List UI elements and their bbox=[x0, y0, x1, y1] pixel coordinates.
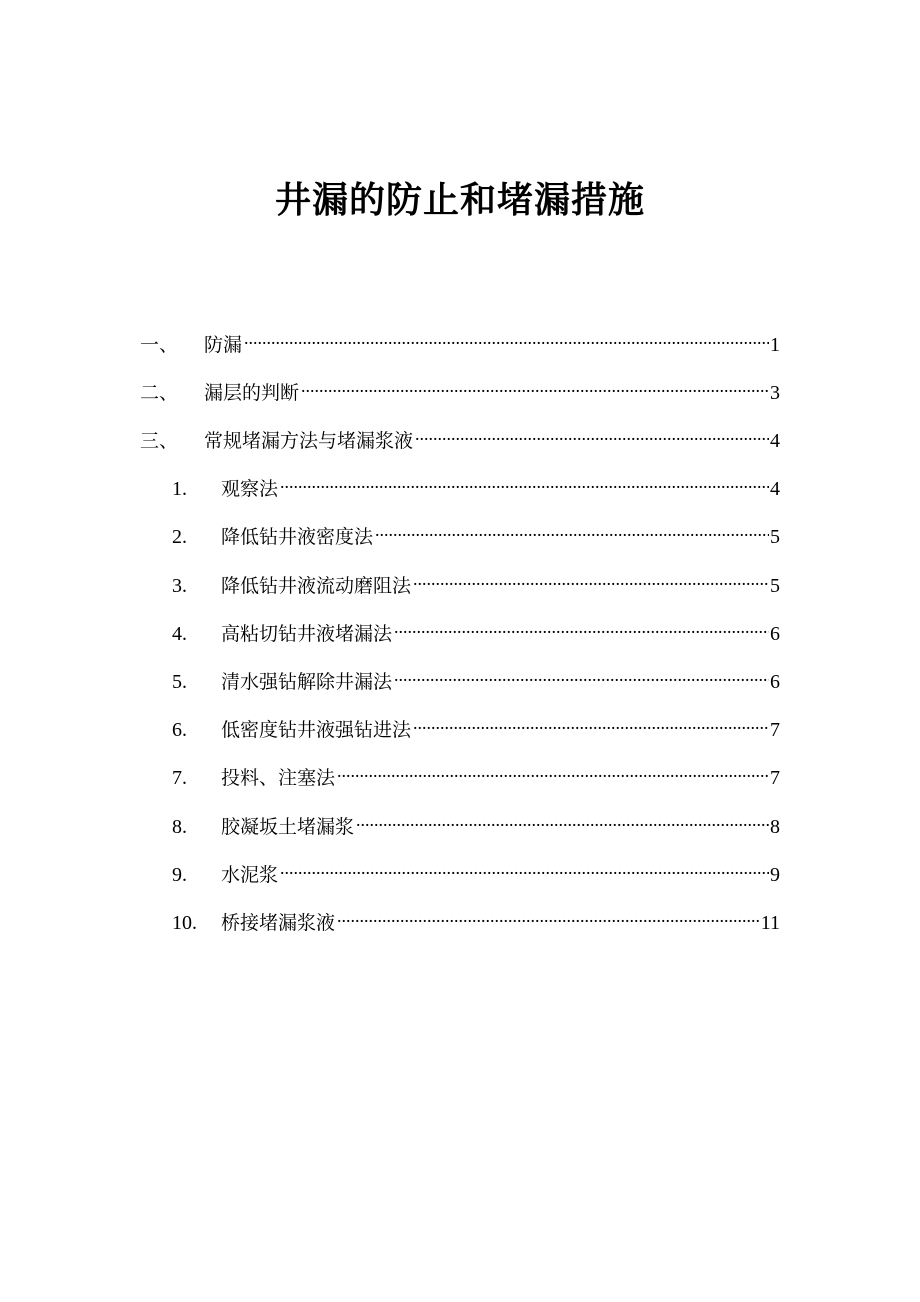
toc-entry-3[interactable] bbox=[140, 417, 780, 452]
toc-page-number: 8 bbox=[770, 816, 780, 838]
toc-entry-text: 高粘切钻井液堵漏法 bbox=[221, 623, 393, 645]
toc-entry-number: 3. bbox=[172, 575, 187, 597]
toc-subentry-5[interactable] bbox=[172, 658, 780, 693]
toc-entry-1[interactable] bbox=[140, 321, 780, 356]
toc-entry-number: 8. bbox=[172, 816, 187, 838]
toc-subentry-10[interactable] bbox=[172, 899, 780, 934]
toc-dot-leader bbox=[394, 658, 769, 688]
toc-dot-leader bbox=[413, 562, 769, 592]
toc-entry-number: 10. bbox=[172, 912, 197, 934]
toc-entry-number: 4. bbox=[172, 623, 187, 645]
toc-dot-leader bbox=[337, 899, 760, 929]
toc-entry-text: 桥接堵漏浆液 bbox=[221, 912, 336, 934]
toc-entry-number: 7. bbox=[172, 767, 187, 789]
toc-entry-2[interactable] bbox=[140, 369, 780, 404]
toc-page-number: 7 bbox=[770, 767, 780, 789]
toc-subentry-4[interactable] bbox=[172, 610, 780, 645]
toc-entry-number: 2. bbox=[172, 526, 187, 548]
toc-entry-number: 一、 bbox=[140, 334, 179, 356]
toc-entry-text: 清水强钻解除井漏法 bbox=[221, 671, 393, 693]
toc-page-number: 3 bbox=[770, 382, 780, 404]
toc-subentry-7[interactable] bbox=[172, 754, 780, 789]
toc-page-number: 4 bbox=[770, 478, 780, 500]
toc-page-number: 5 bbox=[770, 526, 780, 548]
toc-dot-leader bbox=[244, 321, 769, 351]
toc-entry-text: 漏层的判断 bbox=[204, 382, 300, 404]
toc-subentry-6[interactable] bbox=[172, 706, 780, 741]
toc-entry-text: 低密度钻井液强钻进法 bbox=[221, 719, 412, 741]
toc-entry-number: 5. bbox=[172, 671, 187, 693]
toc-dot-leader bbox=[413, 706, 769, 736]
toc-entry-number: 6. bbox=[172, 719, 187, 741]
toc-page-number: 4 bbox=[770, 430, 780, 452]
toc-dot-leader bbox=[356, 803, 769, 833]
toc-page-number: 7 bbox=[770, 719, 780, 741]
toc-dot-leader bbox=[280, 465, 769, 495]
toc-entry-text: 常规堵漏方法与堵漏浆液 bbox=[204, 430, 414, 452]
toc-subentry-8[interactable] bbox=[172, 803, 780, 838]
toc-entry-text: 观察法 bbox=[221, 478, 279, 500]
document-title: 井漏的防止和堵漏措施 bbox=[274, 180, 645, 221]
toc-subentry-9[interactable] bbox=[172, 851, 780, 886]
toc-entry-text: 水泥浆 bbox=[221, 864, 279, 886]
toc-dot-leader bbox=[394, 610, 769, 640]
toc-entry-number: 1. bbox=[172, 478, 187, 500]
toc-dot-leader bbox=[375, 513, 769, 543]
toc-page-number: 1 bbox=[770, 334, 780, 356]
toc-entry-text: 降低钻井液流动磨阻法 bbox=[221, 575, 412, 597]
toc-page-number: 9 bbox=[770, 864, 780, 886]
toc-entry-number: 三、 bbox=[140, 430, 179, 452]
toc-page-number: 11 bbox=[760, 912, 780, 934]
toc-dot-leader bbox=[337, 754, 769, 784]
toc-subentry-3[interactable] bbox=[172, 562, 780, 597]
toc-dot-leader bbox=[280, 851, 769, 881]
toc-page-number: 6 bbox=[770, 623, 780, 645]
toc-page-number: 5 bbox=[770, 575, 780, 597]
toc-subentry-1[interactable] bbox=[172, 465, 780, 500]
toc-subentry-2[interactable] bbox=[172, 513, 780, 548]
toc-entry-number: 二、 bbox=[140, 382, 179, 404]
toc-entry-text: 胶凝坂土堵漏浆 bbox=[221, 816, 355, 838]
toc-entry-number: 9. bbox=[172, 864, 187, 886]
toc-entry-text: 降低钻井液密度法 bbox=[221, 526, 374, 548]
toc-dot-leader bbox=[415, 417, 769, 447]
toc-dot-leader bbox=[301, 369, 769, 399]
toc-entry-text: 投料、注塞法 bbox=[221, 767, 336, 789]
toc-page-number: 6 bbox=[770, 671, 780, 693]
toc-entry-text: 防漏 bbox=[204, 334, 243, 356]
